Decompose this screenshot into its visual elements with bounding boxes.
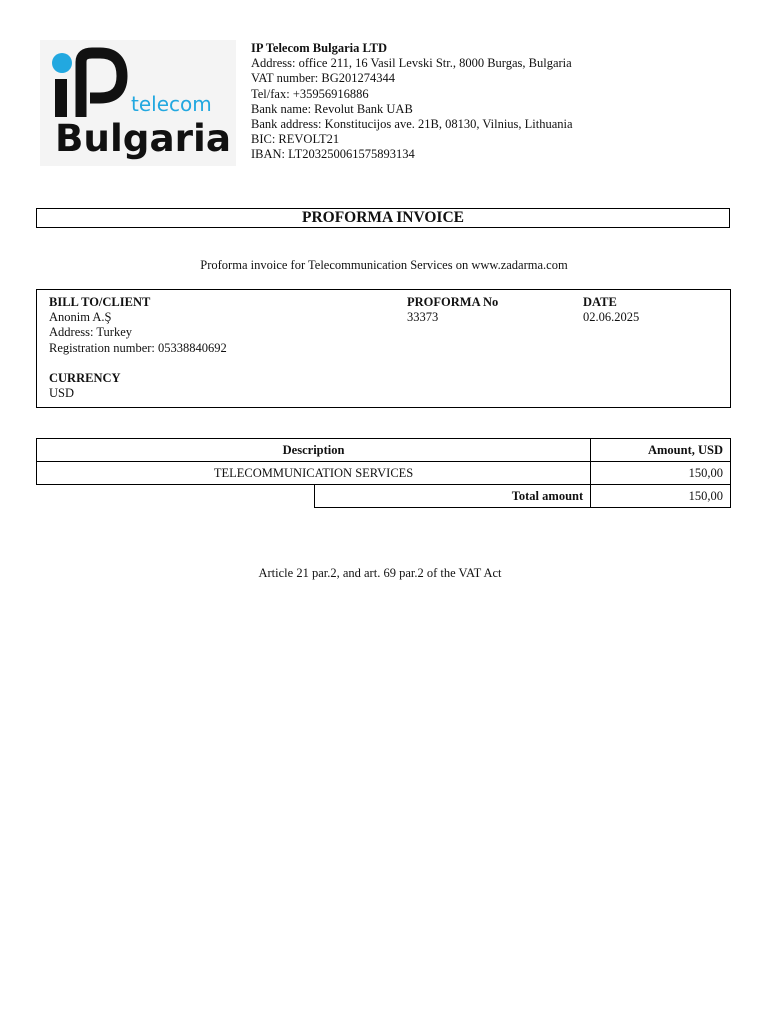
table-row [37, 462, 731, 485]
bill-to-section [36, 289, 731, 408]
company-logo [40, 40, 236, 166]
company-bic: BIC: REVOLT21 [251, 132, 340, 147]
total-label: Total amount [314, 485, 591, 508]
total-value: 150,00 [591, 485, 731, 508]
items-table [36, 438, 731, 508]
client-registration: Registration number: 05338840692 [49, 340, 227, 355]
total-spacer [37, 485, 315, 508]
proforma-no-value: 33373 [407, 310, 439, 325]
item-description: TELECOMMUNICATION SERVICES [37, 462, 591, 485]
proforma-column [407, 295, 498, 325]
client-name: Anonim A.Ş [49, 310, 112, 325]
amount-header: Amount, USD [591, 439, 731, 462]
document-title: PROFORMA INVOICE [36, 208, 730, 228]
currency-value: USD [49, 386, 75, 401]
logo-graphic [40, 40, 236, 166]
vat-note: Article 21 par.2, and art. 69 par.2 of the VAT Act [258, 566, 502, 580]
company-tel: Tel/fax: +35956916886 [251, 86, 369, 101]
company-bank-address: Bank address: Konstitucijos ave. 21B, 08130, Vilnius, Lithuania [251, 117, 573, 132]
company-address: Address: office 211, 16 Vasil Levski Str., 8000 Burgas, Bulgaria [251, 56, 572, 71]
date-value: 02.06.2025 [583, 310, 640, 325]
client-address: Address: Turkey [49, 325, 132, 340]
company-vat: VAT number: BG201274344 [251, 71, 395, 86]
description-header: Description [37, 439, 591, 462]
logo-word-telecom: telecom [131, 92, 212, 116]
bill-to-label: BILL TO/CLIENT [49, 295, 151, 309]
company-iban: IBAN: LT203250061575893134 [251, 147, 415, 162]
proforma-no-label: PROFORMA No [407, 295, 499, 309]
date-column [583, 295, 639, 325]
item-amount: 150,00 [591, 462, 731, 485]
currency-label: CURRENCY [49, 370, 121, 385]
company-info [251, 41, 573, 163]
total-row [37, 485, 731, 508]
client-column [49, 295, 227, 401]
logo-word-bulgaria: Bulgaria [55, 117, 231, 160]
document-subtitle: Proforma invoice for Telecommunication Services on www.zadarma.com [200, 258, 568, 272]
items-header-row [37, 439, 731, 462]
company-bank-name: Bank name: Revolut Bank UAB [251, 101, 413, 116]
date-label: DATE [583, 295, 617, 309]
company-name: IP Telecom Bulgaria LTD [251, 41, 388, 55]
